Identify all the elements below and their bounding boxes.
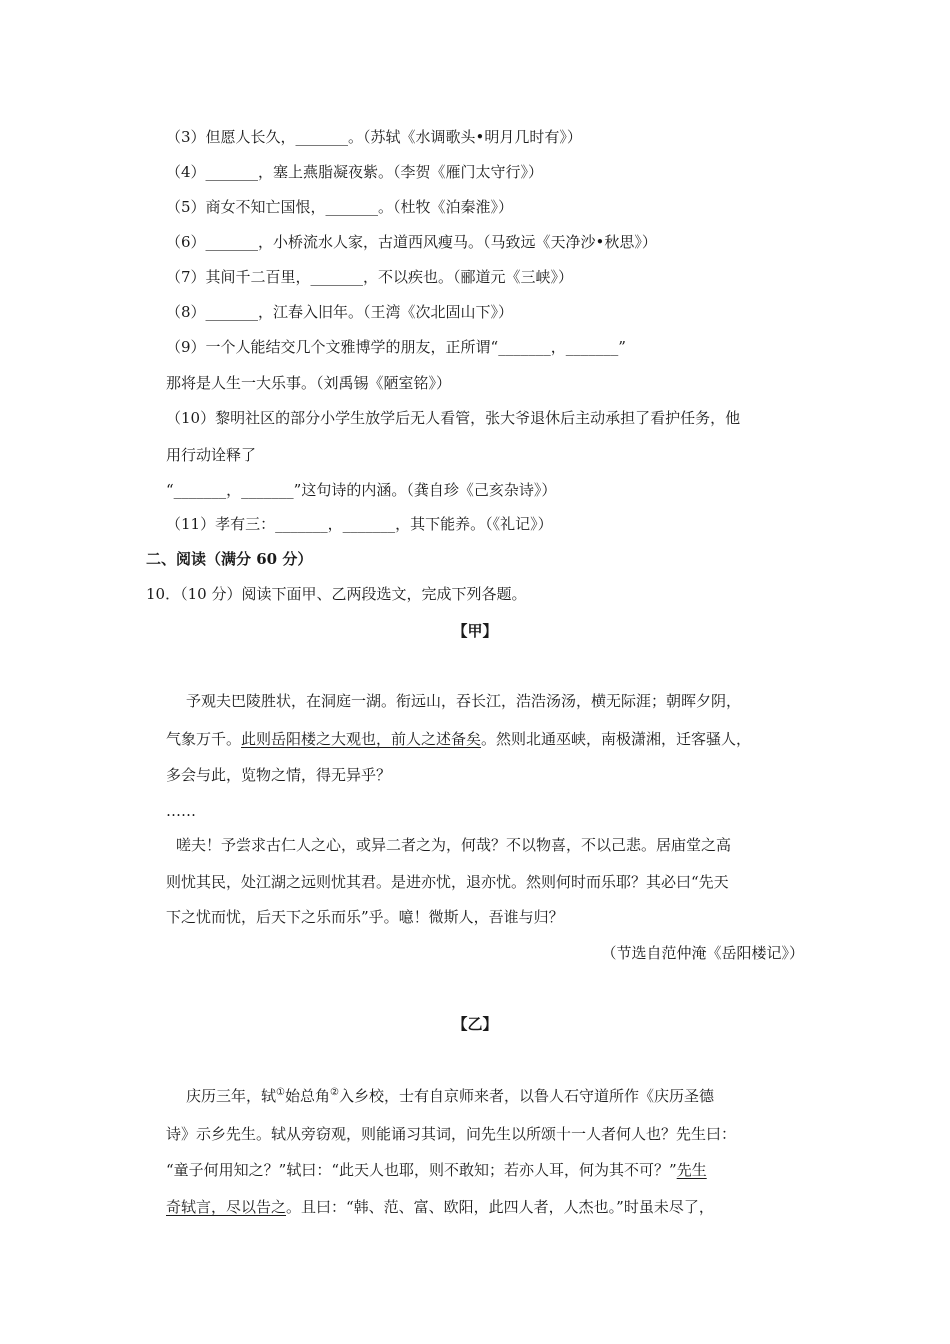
fill-in-q7: （7）其间千二百里，_______，不以疾也。（郦道元《三峡》） xyxy=(166,268,574,286)
fill-in-q6: （6）_______，小桥流水人家，古道西风瘦马。（马致远《天净沙•秋思》） xyxy=(166,233,657,251)
passage-jia-p1-line3: 多会与此，览物之情，得无异乎？ xyxy=(166,766,392,784)
fill-in-q3: （3）但愿人长久，_______。（苏轼《水调歌头•明月几时有》） xyxy=(166,128,582,146)
passage-jia-source: （节选自范仲淹《岳阳楼记》） xyxy=(601,944,804,962)
underlined-sentence-yi-part2: 奇轼言，尽以告之 xyxy=(166,1198,287,1216)
underlined-sentence-yi-part1: 先生 xyxy=(676,1161,707,1179)
fill-in-q4: （4）_______，塞上燕脂凝夜紫。（李贺《雁门太守行》） xyxy=(166,163,544,181)
passage-yi-p1-line2: 诗》示乡先生。轼从旁窃观，则能诵习其词，问先生以所颂十一人者何人也？先生曰： xyxy=(166,1125,737,1143)
passage-yi-p1-line1 xyxy=(186,1085,714,1107)
passage-jia-p2-line1: 嗟夫！予尝求古仁人之心，或异二者之为，何哉？不以物喜，不以己悲。居庙堂之高 xyxy=(176,836,732,854)
underlined-sentence-jia: 此则岳阳楼之大观也，前人之述备矣 xyxy=(241,730,482,748)
fill-in-q5: （5）商女不知亡国恨，_______。（杜牧《泊秦淮》） xyxy=(166,198,514,216)
passage-yi-title: 【乙】 xyxy=(452,1015,498,1033)
passage-jia-ellipsis: …… xyxy=(166,802,196,820)
passage-jia-p1-line1: 予观夫巴陵胜状，在洞庭一湖。衔远山，吞长江，浩浩汤汤，横无际涯；朝晖夕阴， xyxy=(186,692,742,710)
passage-jia-title: 【甲】 xyxy=(452,622,498,640)
passage-yi-text-b: 始总角 xyxy=(284,1087,330,1105)
passage-jia-p2-line2: 则忧其民，处江湖之远则忧其君。是进亦忧，退亦忧。然则何时而乐耶？其必曰“先天 xyxy=(166,873,729,891)
fill-in-q10-line1: （10）黎明社区的部分小学生放学后无人看管，张大爷退休后主动承担了看护任务，他 xyxy=(166,409,741,427)
passage-jia-p1-line2-pre: 气象万千。 xyxy=(166,730,242,748)
fill-in-q10-line2: 用行动诠释了 xyxy=(166,446,257,464)
passage-jia-p1-line2 xyxy=(166,728,751,750)
question-10-intro: 10．（10 分）阅读下面甲、乙两段选文，完成下列各题。 xyxy=(146,585,527,603)
section-heading: 二、阅读（满分 60 分） xyxy=(146,550,313,568)
fill-in-q9-line2: 那将是人生一大乐事。（刘禹锡《陋室铭》） xyxy=(166,374,452,392)
passage-yi-p1-line4 xyxy=(166,1196,714,1218)
fill-in-q8: （8）_______，江春入旧年。（王湾《次北固山下》） xyxy=(166,303,514,321)
passage-jia-p2-line3: 下之忧而忧，后天下之乐而乐”乎。噫！微斯人，吾谁与归？ xyxy=(166,908,564,926)
passage-yi-p1-line3-pre: “童子何用知之？”轼曰：“此天人也耶，则不敢知；若亦人耳，何为其不可？” xyxy=(166,1161,677,1179)
footnote-marker-2: ② xyxy=(330,1087,339,1098)
passage-yi-text-c: 入乡校，士有自京师来者，以鲁人石守道所作《庆历圣德 xyxy=(338,1087,714,1105)
fill-in-q10-line3: “_______，_______”这句诗的内涵。（龚自珍《己亥杂诗》） xyxy=(166,481,557,499)
passage-jia-p1-line2-post: 。然则北通巫峡，南极潇湘，迁客骚人， xyxy=(481,730,752,748)
fill-in-q9-line1: （9）一个人能结交几个文雅博学的朋友，正所谓“_______，_______” xyxy=(166,338,626,356)
passage-yi-p1-line4-post: 。且曰：“韩、范、富、欧阳，此四人者，人杰也。”时虽未尽了， xyxy=(286,1198,714,1216)
fill-in-q11: （11）孝有三：_______，_______，其下能养。（《礼记》） xyxy=(166,515,553,533)
footnote-marker-1: ① xyxy=(276,1087,285,1098)
passage-yi-p1-line3 xyxy=(166,1159,707,1181)
passage-yi-text-a: 庆历三年，轼 xyxy=(186,1087,277,1105)
